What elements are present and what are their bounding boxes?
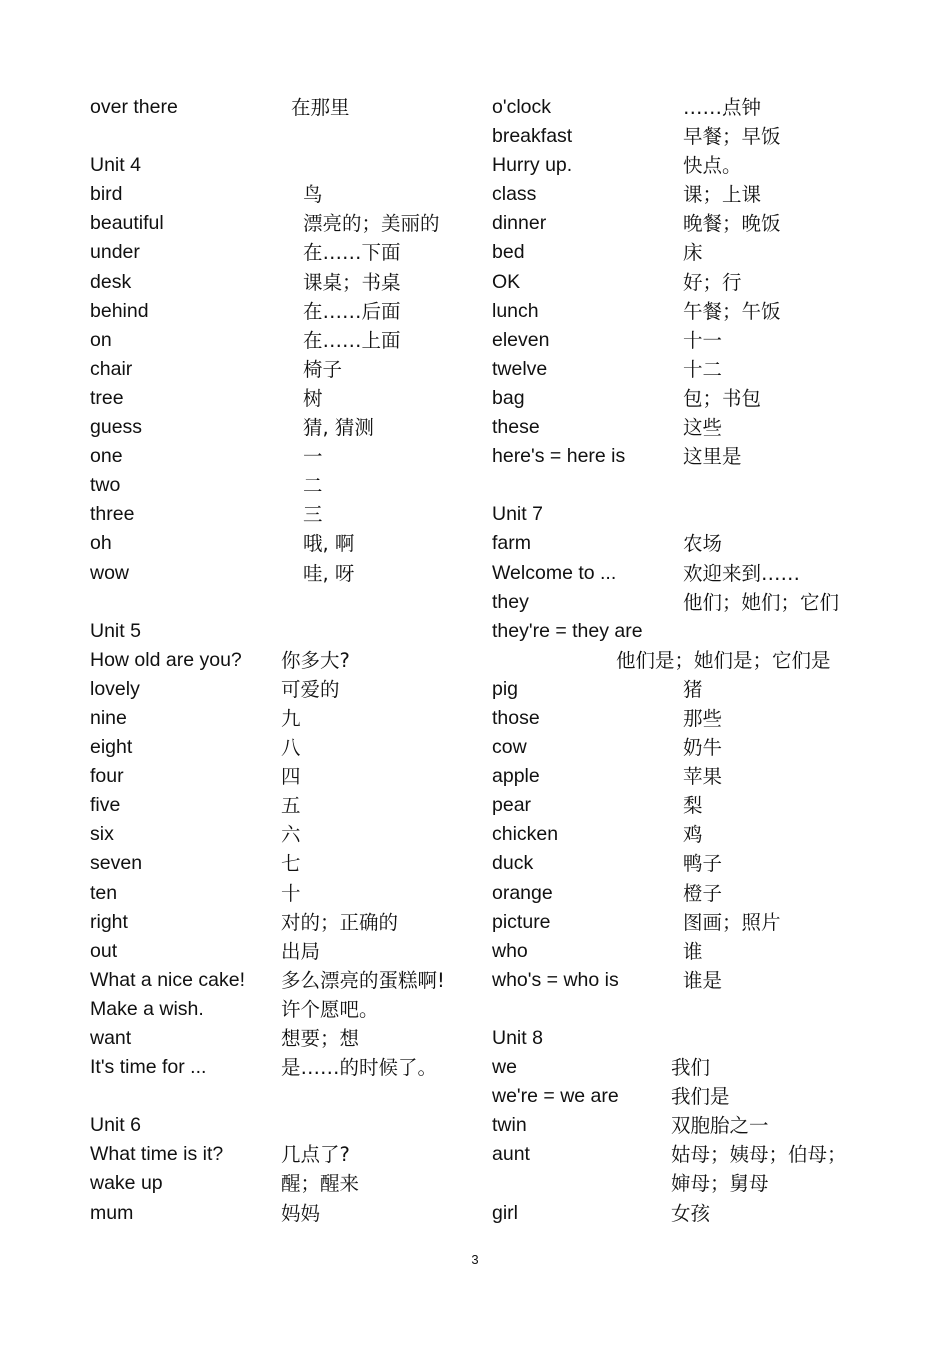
vocabulary-entry <box>492 93 912 122</box>
unit-title: Unit 6 <box>90 1114 141 1137</box>
english-term: oh <box>90 532 112 555</box>
english-term: cow <box>492 736 527 759</box>
vocabulary-entry <box>492 646 912 675</box>
chinese-translation: 哦, 啊 <box>303 532 355 556</box>
vocabulary-entry <box>492 1111 912 1140</box>
english-term: wake up <box>90 1172 163 1195</box>
english-term: they <box>492 590 529 613</box>
chinese-translation: 欢迎来到…… <box>683 561 801 585</box>
chinese-translation: 橙子 <box>683 881 723 905</box>
english-term: It's time for ... <box>90 1056 207 1079</box>
english-term: on <box>90 328 112 351</box>
english-term: wow <box>90 561 130 584</box>
vocabulary-entry <box>90 93 470 122</box>
vocabulary-entry <box>90 180 470 209</box>
unit-title: Unit 5 <box>90 619 141 642</box>
english-term: duck <box>492 852 534 875</box>
english-term: aunt <box>492 1143 530 1166</box>
english-term: right <box>90 910 128 933</box>
chinese-translation: 椅子 <box>303 357 343 381</box>
english-term: mum <box>90 1201 134 1224</box>
english-term: behind <box>90 299 149 322</box>
vocabulary-entry <box>492 820 912 849</box>
chinese-translation: 在……上面 <box>303 328 401 352</box>
unit-title: Unit 7 <box>492 503 543 526</box>
chinese-translation: 婶母；舅母 <box>671 1172 769 1196</box>
chinese-translation: 是……的时候了。 <box>281 1056 438 1080</box>
vocabulary-entry <box>492 908 912 937</box>
chinese-translation: 醒；醒来 <box>281 1172 360 1196</box>
vocabulary-entry <box>492 268 912 297</box>
chinese-translation: 他们；她们；它们 <box>683 590 840 614</box>
english-term: bed <box>492 241 525 264</box>
english-term: bird <box>90 183 123 206</box>
english-term: guess <box>90 416 143 439</box>
chinese-translation: 妈妈 <box>281 1201 321 1225</box>
chinese-translation: 二 <box>303 474 323 498</box>
english-term: girl <box>492 1201 519 1224</box>
unit-title: Unit 8 <box>492 1027 543 1049</box>
chinese-translation: 苹果 <box>683 765 723 789</box>
vocabulary-entry <box>492 529 912 558</box>
vocabulary-entry <box>90 966 470 995</box>
english-term: twin <box>492 1114 527 1137</box>
vocabulary-entry <box>492 180 912 209</box>
chinese-translation: 好；行 <box>683 270 742 294</box>
vocabulary-entry <box>90 268 470 297</box>
vocabulary-entry <box>492 238 912 267</box>
english-term: they're = they are <box>492 619 643 642</box>
vocabulary-entry <box>90 384 470 413</box>
chinese-translation: 床 <box>683 241 703 265</box>
vocabulary-entry <box>492 733 912 762</box>
blank-line <box>90 1082 470 1111</box>
vocabulary-entry <box>90 704 470 733</box>
chinese-translation: 树 <box>303 386 323 410</box>
chinese-translation: 六 <box>281 823 301 847</box>
chinese-translation: 鸟 <box>303 183 323 207</box>
english-term: pig <box>492 677 519 700</box>
blank-line <box>90 588 470 617</box>
vocabulary-entry <box>90 471 470 500</box>
vocabulary-entry <box>90 849 470 878</box>
chinese-translation: 奶牛 <box>683 736 723 760</box>
chinese-translation: 梨 <box>683 794 703 818</box>
vocabulary-entry <box>492 1199 912 1228</box>
vocabulary-entry <box>90 762 470 791</box>
english-term: nine <box>90 706 127 729</box>
chinese-translation: 猪 <box>683 677 703 701</box>
chinese-translation: 在……后面 <box>303 299 401 323</box>
chinese-translation: 出局 <box>281 939 321 963</box>
english-term: Welcome to ... <box>492 561 617 584</box>
chinese-translation: 几点了? <box>281 1143 350 1167</box>
vocabulary-entry <box>492 151 912 180</box>
vocabulary-entry <box>492 384 912 413</box>
chinese-translation: 一 <box>303 445 323 469</box>
vocabulary-entry <box>90 995 470 1024</box>
chinese-translation: 双胞胎之一 <box>671 1114 769 1138</box>
chinese-translation: 八 <box>281 736 301 760</box>
vocabulary-entry <box>492 617 912 646</box>
english-term: picture <box>492 910 551 933</box>
vocabulary-entry <box>492 355 912 384</box>
blank-line <box>90 122 470 151</box>
english-term: twelve <box>492 357 548 380</box>
vocabulary-entry <box>492 442 912 471</box>
english-term: under <box>90 241 140 264</box>
vocabulary-entry <box>492 937 912 966</box>
vocabulary-entry <box>90 1169 470 1198</box>
english-term: who's = who is <box>492 968 619 991</box>
english-term: over there <box>90 96 178 118</box>
english-term: eleven <box>492 328 550 351</box>
chinese-translation: 谁是 <box>683 968 723 992</box>
vocabulary-entry <box>492 1140 912 1169</box>
chinese-translation: 九 <box>281 706 301 730</box>
vocabulary-entry <box>492 413 912 442</box>
chinese-translation: 三 <box>303 503 323 527</box>
english-term: beautiful <box>90 212 164 235</box>
chinese-translation: 七 <box>281 852 301 876</box>
chinese-translation: 这里是 <box>683 445 742 469</box>
chinese-translation: 午餐；午饭 <box>683 299 781 323</box>
chinese-translation: 谁 <box>683 939 703 963</box>
vocabulary-entry <box>492 297 912 326</box>
english-term: What time is it? <box>90 1143 224 1166</box>
vocabulary-entry <box>90 646 470 675</box>
english-term: four <box>90 765 124 788</box>
vocabulary-entry <box>492 849 912 878</box>
chinese-translation: 鸭子 <box>683 852 723 876</box>
vocabulary-entry <box>90 500 470 529</box>
vocabulary-entry <box>90 908 470 937</box>
vocabulary-entry <box>90 413 470 442</box>
english-term: eight <box>90 736 133 759</box>
english-term: three <box>90 503 135 526</box>
english-term: two <box>90 474 121 497</box>
chinese-translation: 我们 <box>671 1056 711 1080</box>
vocabulary-entry <box>90 209 470 238</box>
vocabulary-entry <box>90 559 470 588</box>
english-term: farm <box>492 532 531 555</box>
chinese-translation: 四 <box>281 765 301 789</box>
chinese-translation: 多么漂亮的蛋糕啊! <box>281 968 445 992</box>
english-term: seven <box>90 852 143 875</box>
vocabulary-entry <box>492 588 912 617</box>
chinese-translation: 十 <box>281 881 301 905</box>
chinese-translation: 晚餐；晚饭 <box>683 212 781 236</box>
vocabulary-entry <box>492 1053 912 1082</box>
english-term: here's = here is <box>492 445 626 468</box>
chinese-translation: 对的；正确的 <box>281 910 399 934</box>
vocabulary-entry <box>90 1053 470 1082</box>
vocabulary-entry <box>492 791 912 820</box>
english-term: we're = we are <box>492 1085 619 1108</box>
chinese-translation: 包；书包 <box>683 386 762 410</box>
english-term: bag <box>492 386 525 409</box>
chinese-translation: 课桌；书桌 <box>303 270 401 294</box>
chinese-translation: 十一 <box>683 328 723 352</box>
unit-heading <box>492 500 912 529</box>
chinese-translation: 农场 <box>683 532 723 556</box>
vocabulary-entry <box>90 937 470 966</box>
english-term: orange <box>492 881 553 904</box>
vocabulary-entry <box>492 704 912 733</box>
blank-line <box>492 995 912 1024</box>
chinese-translation: 那些 <box>683 706 723 730</box>
unit-title: Unit 4 <box>90 154 141 177</box>
chinese-translation: 漂亮的；美丽的 <box>303 212 440 236</box>
english-term: who <box>492 939 528 962</box>
english-term: pear <box>492 794 532 817</box>
vocabulary-entry <box>90 297 470 326</box>
chinese-translation: 快点。 <box>683 154 742 178</box>
english-term: ten <box>90 881 118 904</box>
chinese-translation: 我们是 <box>671 1085 730 1109</box>
vocabulary-entry <box>90 326 470 355</box>
vocabulary-entry <box>492 326 912 355</box>
english-term: o'clock <box>492 96 551 118</box>
chinese-translation: 在那里 <box>291 96 350 119</box>
english-term: How old are you? <box>90 648 242 671</box>
vocabulary-entry <box>492 1082 912 1111</box>
vocabulary-entry <box>90 1140 470 1169</box>
vocabulary-entry <box>90 355 470 384</box>
english-term: chair <box>90 357 133 380</box>
vocabulary-entry <box>90 1199 470 1228</box>
vocabulary-entry <box>492 122 912 151</box>
vocabulary-entry <box>492 879 912 908</box>
chinese-translation: 早餐；早饭 <box>683 125 781 149</box>
blank-line <box>492 471 912 500</box>
vocabulary-entry <box>90 675 470 704</box>
english-term: one <box>90 445 123 468</box>
english-term: we <box>492 1056 517 1079</box>
unit-heading <box>90 1111 470 1140</box>
english-term: Hurry up. <box>492 154 573 177</box>
english-term: lovely <box>90 677 140 700</box>
chinese-translation: 许个愿吧。 <box>281 997 379 1021</box>
vocabulary-entry <box>492 966 912 995</box>
english-term: these <box>492 416 540 439</box>
english-term: six <box>90 823 114 846</box>
chinese-translation: 姑母；姨母；伯母； <box>671 1143 847 1167</box>
vocabulary-entry <box>90 238 470 267</box>
chinese-translation: 想要；想 <box>281 1027 360 1050</box>
english-term: OK <box>492 270 521 293</box>
english-term: lunch <box>492 299 539 322</box>
chinese-translation: ……点钟 <box>683 96 762 119</box>
english-term: What a nice cake! <box>90 968 245 991</box>
chinese-translation: 哇, 呀 <box>303 561 355 585</box>
chinese-translation: 可爱的 <box>281 677 340 701</box>
chinese-translation: 猜, 猜测 <box>303 416 374 440</box>
vocabulary-entry <box>90 733 470 762</box>
english-term: those <box>492 706 540 729</box>
english-term: chicken <box>492 823 559 846</box>
english-term: desk <box>90 270 132 293</box>
chinese-translation: 在……下面 <box>303 241 401 265</box>
vocabulary-entry <box>90 879 470 908</box>
vocabulary-entry <box>90 791 470 820</box>
english-term: apple <box>492 765 540 788</box>
vocabulary-entry <box>492 209 912 238</box>
english-term: Make a wish. <box>90 997 204 1020</box>
vocabulary-entry <box>90 1024 470 1053</box>
chinese-translation: 课；上课 <box>683 183 762 207</box>
chinese-translation: 五 <box>281 794 301 818</box>
english-term: class <box>492 183 537 206</box>
vocabulary-entry <box>492 675 912 704</box>
english-term: dinner <box>492 212 547 235</box>
chinese-translation: 女孩 <box>671 1201 711 1225</box>
vocabulary-entry <box>90 442 470 471</box>
chinese-translation: 你多大? <box>281 648 350 672</box>
english-term: tree <box>90 386 124 409</box>
chinese-translation: 他们是；她们是；它们是 <box>616 648 831 672</box>
chinese-translation: 鸡 <box>683 823 703 847</box>
unit-heading <box>492 1024 912 1053</box>
english-term: want <box>90 1027 132 1049</box>
vocabulary-entry <box>492 1169 912 1198</box>
english-term: five <box>90 794 121 817</box>
english-term: out <box>90 939 118 962</box>
unit-heading <box>90 617 470 646</box>
vocabulary-entry <box>492 559 912 588</box>
left-vocabulary-column <box>90 93 470 1228</box>
chinese-translation: 十二 <box>683 357 723 381</box>
unit-heading <box>90 151 470 180</box>
english-term: breakfast <box>492 125 573 148</box>
right-vocabulary-column <box>492 93 912 1228</box>
page-number: 3 <box>471 1252 479 1267</box>
vocabulary-entry <box>492 762 912 791</box>
chinese-translation: 这些 <box>683 416 723 440</box>
vocabulary-entry <box>90 529 470 558</box>
chinese-translation: 图画；照片 <box>683 910 781 934</box>
vocabulary-entry <box>90 820 470 849</box>
